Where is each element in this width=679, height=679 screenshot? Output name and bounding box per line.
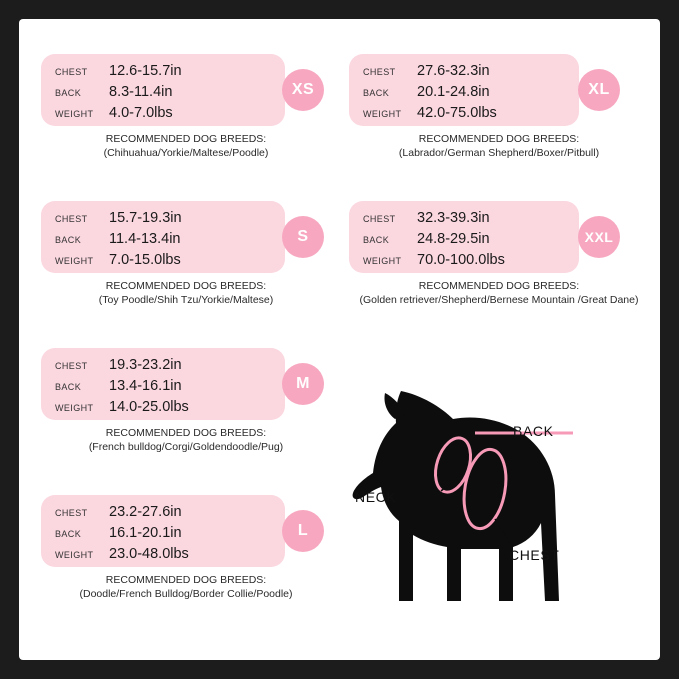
size-block-s xyxy=(41,201,331,329)
label-chest: CHEST xyxy=(55,508,88,518)
size-card-xs xyxy=(41,54,315,126)
row-chest xyxy=(55,210,285,228)
row-weight xyxy=(55,105,285,123)
value-weight: 7.0-15.0lbs xyxy=(109,252,181,268)
size-badge-xl: XL xyxy=(578,69,620,111)
size-block-xs xyxy=(41,54,331,182)
label-chest-measure: CHEST xyxy=(509,547,560,563)
size-badge-xxl: XXL xyxy=(578,216,620,258)
size-card-l xyxy=(41,495,309,567)
row-weight xyxy=(55,399,285,417)
label-back: BACK xyxy=(363,235,390,245)
label-weight: WEIGHT xyxy=(55,550,94,560)
breeds-list: (Toy Poodle/Shih Tzu/Yorkie/Maltese) xyxy=(98,294,274,306)
size-block-m xyxy=(41,348,331,476)
breeds-heading: RECOMMENDED DOG BREEDS: xyxy=(418,133,580,145)
row-back xyxy=(55,231,285,249)
row-back xyxy=(363,84,579,102)
breeds-list: (Doodle/French Bulldog/Border Collie/Poodle) xyxy=(79,588,293,600)
size-card-xxl xyxy=(349,201,614,273)
breeds-heading: RECOMMENDED DOG BREEDS: xyxy=(105,427,267,439)
value-weight: 42.0-75.0lbs xyxy=(417,105,497,121)
label-chest: CHEST xyxy=(363,214,396,224)
row-chest xyxy=(363,210,579,228)
size-badge-xs: XS xyxy=(282,69,324,111)
row-back xyxy=(55,525,285,543)
size-card-s xyxy=(41,201,309,273)
value-back: 24.8-29.5in xyxy=(417,231,490,247)
size-badge-l: L xyxy=(282,510,324,552)
label-back: BACK xyxy=(55,529,82,539)
value-chest: 19.3-23.2in xyxy=(109,357,182,373)
size-card-xl xyxy=(349,54,610,126)
breeds-list: (Golden retriever/Shepherd/Bernese Mountain /Great Dane) xyxy=(359,294,639,306)
breeds-list: (Chihuahua/Yorkie/Maltese/Poodle) xyxy=(103,147,269,159)
label-back: BACK xyxy=(55,382,82,392)
breeds-heading: RECOMMENDED DOG BREEDS: xyxy=(105,133,267,145)
value-weight: 14.0-25.0lbs xyxy=(109,399,189,415)
value-back: 20.1-24.8in xyxy=(417,84,490,100)
value-chest: 32.3-39.3in xyxy=(417,210,490,226)
size-card-m xyxy=(41,348,310,420)
breeds-heading: RECOMMENDED DOG BREEDS: xyxy=(105,280,267,292)
breeds-list: (French bulldog/Corgi/Goldendoodle/Pug) xyxy=(88,441,284,453)
label-weight: WEIGHT xyxy=(363,109,402,119)
label-chest: CHEST xyxy=(55,361,88,371)
label-back: BACK xyxy=(55,235,82,245)
dog-measurement-diagram xyxy=(349,369,649,629)
label-back: BACK xyxy=(55,88,82,98)
label-neck-measure: NECK xyxy=(355,489,397,505)
breeds-heading: RECOMMENDED DOG BREEDS: xyxy=(105,574,267,586)
value-weight: 70.0-100.0lbs xyxy=(417,252,505,268)
breeds-heading: RECOMMENDED DOG BREEDS: xyxy=(418,280,580,292)
label-weight: WEIGHT xyxy=(55,109,94,119)
breeds-xxl xyxy=(349,279,649,307)
size-badge-m: M xyxy=(282,363,324,405)
value-back: 8.3-11.4in xyxy=(109,84,173,100)
row-back xyxy=(55,84,285,102)
label-chest: CHEST xyxy=(363,67,396,77)
size-chart-page xyxy=(19,19,660,660)
row-chest xyxy=(55,504,285,522)
size-column-left xyxy=(41,54,331,629)
label-back: BACK xyxy=(363,88,390,98)
label-weight: WEIGHT xyxy=(363,256,402,266)
value-back: 16.1-20.1in xyxy=(109,525,182,541)
label-chest: CHEST xyxy=(55,67,88,77)
value-back: 11.4-13.4in xyxy=(109,231,181,247)
size-block-l xyxy=(41,495,331,623)
label-chest: CHEST xyxy=(55,214,88,224)
size-block-xl xyxy=(349,54,649,182)
value-chest: 23.2-27.6in xyxy=(109,504,182,520)
row-chest xyxy=(55,63,285,81)
row-weight xyxy=(55,252,285,270)
breeds-l xyxy=(41,573,331,601)
row-weight xyxy=(363,105,579,123)
value-weight: 4.0-7.0lbs xyxy=(109,105,173,121)
label-weight: WEIGHT xyxy=(55,403,94,413)
value-back: 13.4-16.1in xyxy=(109,378,182,394)
size-column-right xyxy=(349,54,649,347)
breeds-s xyxy=(41,279,331,307)
row-chest xyxy=(55,357,285,375)
value-chest: 27.6-32.3in xyxy=(417,63,490,79)
row-back xyxy=(363,231,579,249)
breeds-xl xyxy=(349,132,649,160)
size-block-xxl xyxy=(349,201,649,341)
value-weight: 23.0-48.0lbs xyxy=(109,546,189,562)
size-badge-s: S xyxy=(282,216,324,258)
label-weight: WEIGHT xyxy=(55,256,94,266)
row-weight xyxy=(55,546,285,564)
row-weight xyxy=(363,252,579,270)
breeds-list: (Labrador/German Shepherd/Boxer/Pitbull) xyxy=(398,147,600,159)
breeds-xs xyxy=(41,132,331,160)
value-chest: 15.7-19.3in xyxy=(109,210,182,226)
breeds-m xyxy=(41,426,331,454)
label-back-measure: BACK xyxy=(513,423,554,439)
row-chest xyxy=(363,63,579,81)
value-chest: 12.6-15.7in xyxy=(109,63,182,79)
row-back xyxy=(55,378,285,396)
